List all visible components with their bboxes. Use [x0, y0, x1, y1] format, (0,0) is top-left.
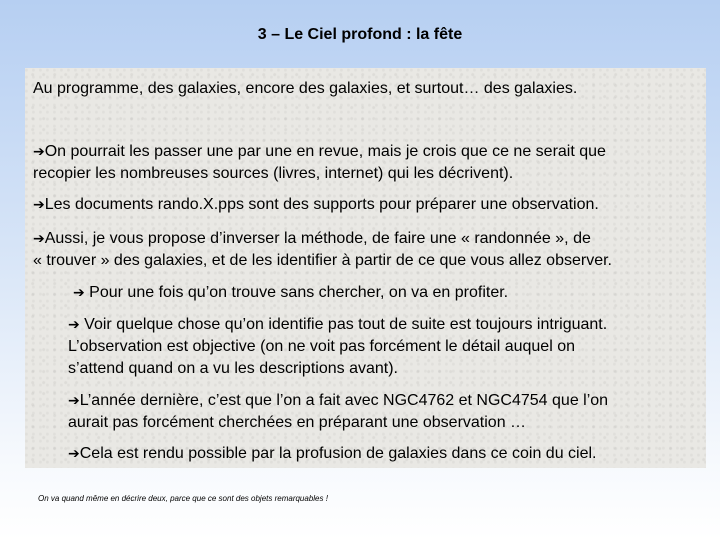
line-text: Les documents rando.X.pps sont des supports pour préparer une observation.: [44, 196, 599, 213]
paragraph: [68, 443, 597, 465]
text-line: [33, 250, 612, 271]
text-line: [33, 228, 612, 250]
text-line: [68, 443, 597, 465]
line-text: Pour une fois qu’on trouve sans chercher, on va en profiter.: [84, 284, 509, 301]
paragraph: [73, 282, 508, 304]
text-line: [68, 412, 608, 433]
line-text: On pourrait les passer une par une en revue, mais je crois que ce ne serait que: [44, 143, 606, 160]
paragraph: [33, 194, 599, 216]
text-line: [33, 194, 599, 216]
text-line: [68, 336, 607, 357]
line-text: Cela est rendu possible par la profusion de galaxies dans ce coin du ciel.: [79, 445, 597, 462]
arrow-right-icon: ➔: [68, 393, 80, 409]
line-text: Voir quelque chose qu’on identifie pas tout de suite est toujours intriguant.: [79, 316, 608, 333]
paragraph: [33, 78, 577, 99]
paragraph: [68, 390, 608, 434]
line-text: L’année dernière, c’est que l’on a fait avec NGC4762 et NGC4754 que l’on: [79, 392, 609, 409]
arrow-right-icon: ➔: [33, 231, 45, 247]
arrow-right-icon: ➔: [33, 144, 45, 160]
paragraph: [33, 141, 606, 185]
slide-title: 3 – Le Ciel profond : la fête: [257, 26, 463, 43]
line-text: Au programme, des galaxies, encore des galaxies, et surtout… des galaxies.: [33, 80, 578, 97]
arrow-right-icon: ➔: [73, 285, 85, 301]
line-text: aurait pas forcément cherchées en préparant une observation …: [68, 414, 527, 432]
text-line: [68, 390, 608, 412]
line-text: s’attend quand on a vu les descriptions avant).: [68, 359, 398, 377]
line-text: recopier les nombreuses sources (livres, internet) qui les décrivent).: [33, 165, 514, 183]
paragraph: [68, 314, 607, 379]
text-line: [33, 141, 606, 163]
line-text: « trouver » des galaxies, et de les identifier à partir de ce que vous allez observer.: [33, 252, 612, 270]
line-text: L’observation est objective (on ne voit pas forcément le détail auquel on: [68, 338, 575, 356]
arrow-right-icon: ➔: [33, 197, 45, 213]
text-line: [68, 314, 607, 336]
arrow-right-icon: ➔: [68, 317, 80, 333]
text-line: [33, 163, 606, 184]
text-line: [68, 358, 607, 379]
footnote: On va quand même en décrire deux, parce que ce sont des objets remarquables !: [38, 494, 328, 503]
text-line: [33, 78, 577, 99]
line-text: Aussi, je vous propose d’inverser la méthode, de faire une « randonnée », de: [44, 230, 591, 247]
paragraph: [33, 228, 612, 272]
text-line: [73, 282, 508, 304]
arrow-right-icon: ➔: [68, 446, 80, 462]
